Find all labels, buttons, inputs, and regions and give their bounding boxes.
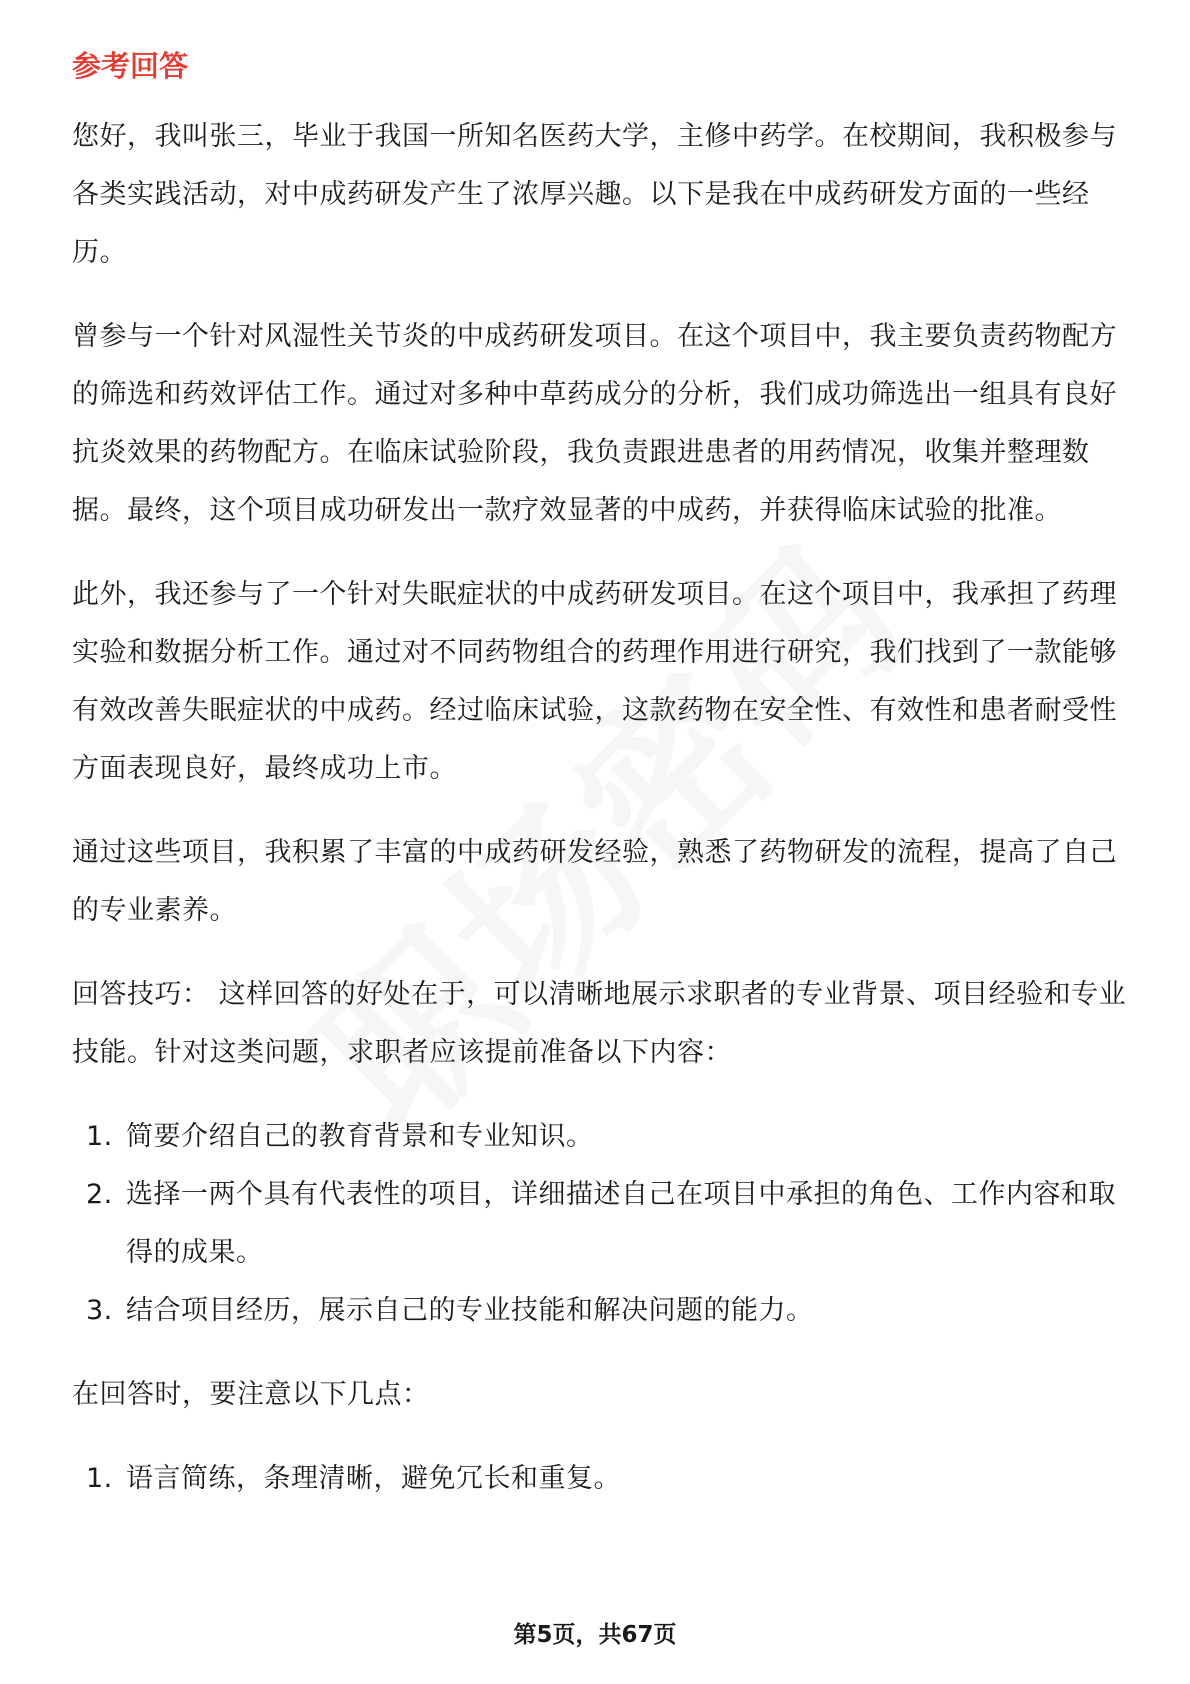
paragraph-summary: 通过这些项目，我积累了丰富的中成药研发经验，熟悉了药物研发的流程，提高了自己的专业素养。 (72, 837, 1117, 926)
list-number: 3. (86, 1295, 113, 1326)
list-item (72, 1450, 1132, 1508)
list-number: 2. (86, 1179, 113, 1210)
list-item-text: 语言简练，条理清晰，避免冗长和重复。 (126, 1463, 621, 1494)
paragraph-tips: 回答技巧： 这样回答的好处在于，可以清晰地展示求职者的专业背景、项目经验和专业技能。针对这类问题，求职者应该提前准备以下内容： (72, 979, 1127, 1068)
list-number: 1. (86, 1121, 113, 1152)
paragraph-notes-intro: 在回答时，要注意以下几点： (72, 1379, 430, 1410)
page-number: 第5页，共67页 (513, 1622, 677, 1648)
list-item (72, 1108, 1132, 1166)
list-number: 1. (86, 1463, 113, 1494)
list-item-text: 选择一两个具有代表性的项目，详细描述自己在项目中承担的角色、工作内容和取得的成果。 (126, 1179, 1116, 1268)
list-item (72, 1166, 1132, 1282)
preparation-list (72, 1108, 1132, 1340)
paragraph-intro: 您好，我叫张三，毕业于我国一所知名医药大学，主修中药学。在校期间，我积极参与各类实践活动，对中成药研发产生了浓厚兴趣。以下是我在中成药研发方面的一些经历。 (72, 121, 1117, 268)
paragraph-project-1: 曾参与一个针对风湿性关节炎的中成药研发项目。在这个项目中，我主要负责药物配方的筛选和药效评估工作。通过对多种中草药成分的分析，我们成功筛选出一组具有良好抗炎效果的药物配方。在临床试验阶段，我负责跟进患者的用药情况，收集并整理数据。最终，这个项目成功研发出一款疗效显著的中成药，并获得临床试验的批准。 (72, 321, 1117, 526)
notes-list (72, 1450, 1132, 1508)
list-item-text: 结合项目经历，展示自己的专业技能和解决问题的能力。 (126, 1295, 814, 1326)
paragraph-project-2: 此外，我还参与了一个针对失眠症状的中成药研发项目。在这个项目中，我承担了药理实验和数据分析工作。通过对不同药物组合的药理作用进行研究，我们找到了一款能够有效改善失眠症状的中成药。经过临床试验，这款药物在安全性、有效性和患者耐受性方面表现良好，最终成功上市。 (72, 579, 1117, 784)
section-title: 参考回答 (72, 49, 189, 83)
list-item (72, 1282, 1132, 1340)
document-page (72, 44, 1132, 1534)
list-item-text: 简要介绍自己的教育背景和专业知识。 (126, 1121, 594, 1152)
